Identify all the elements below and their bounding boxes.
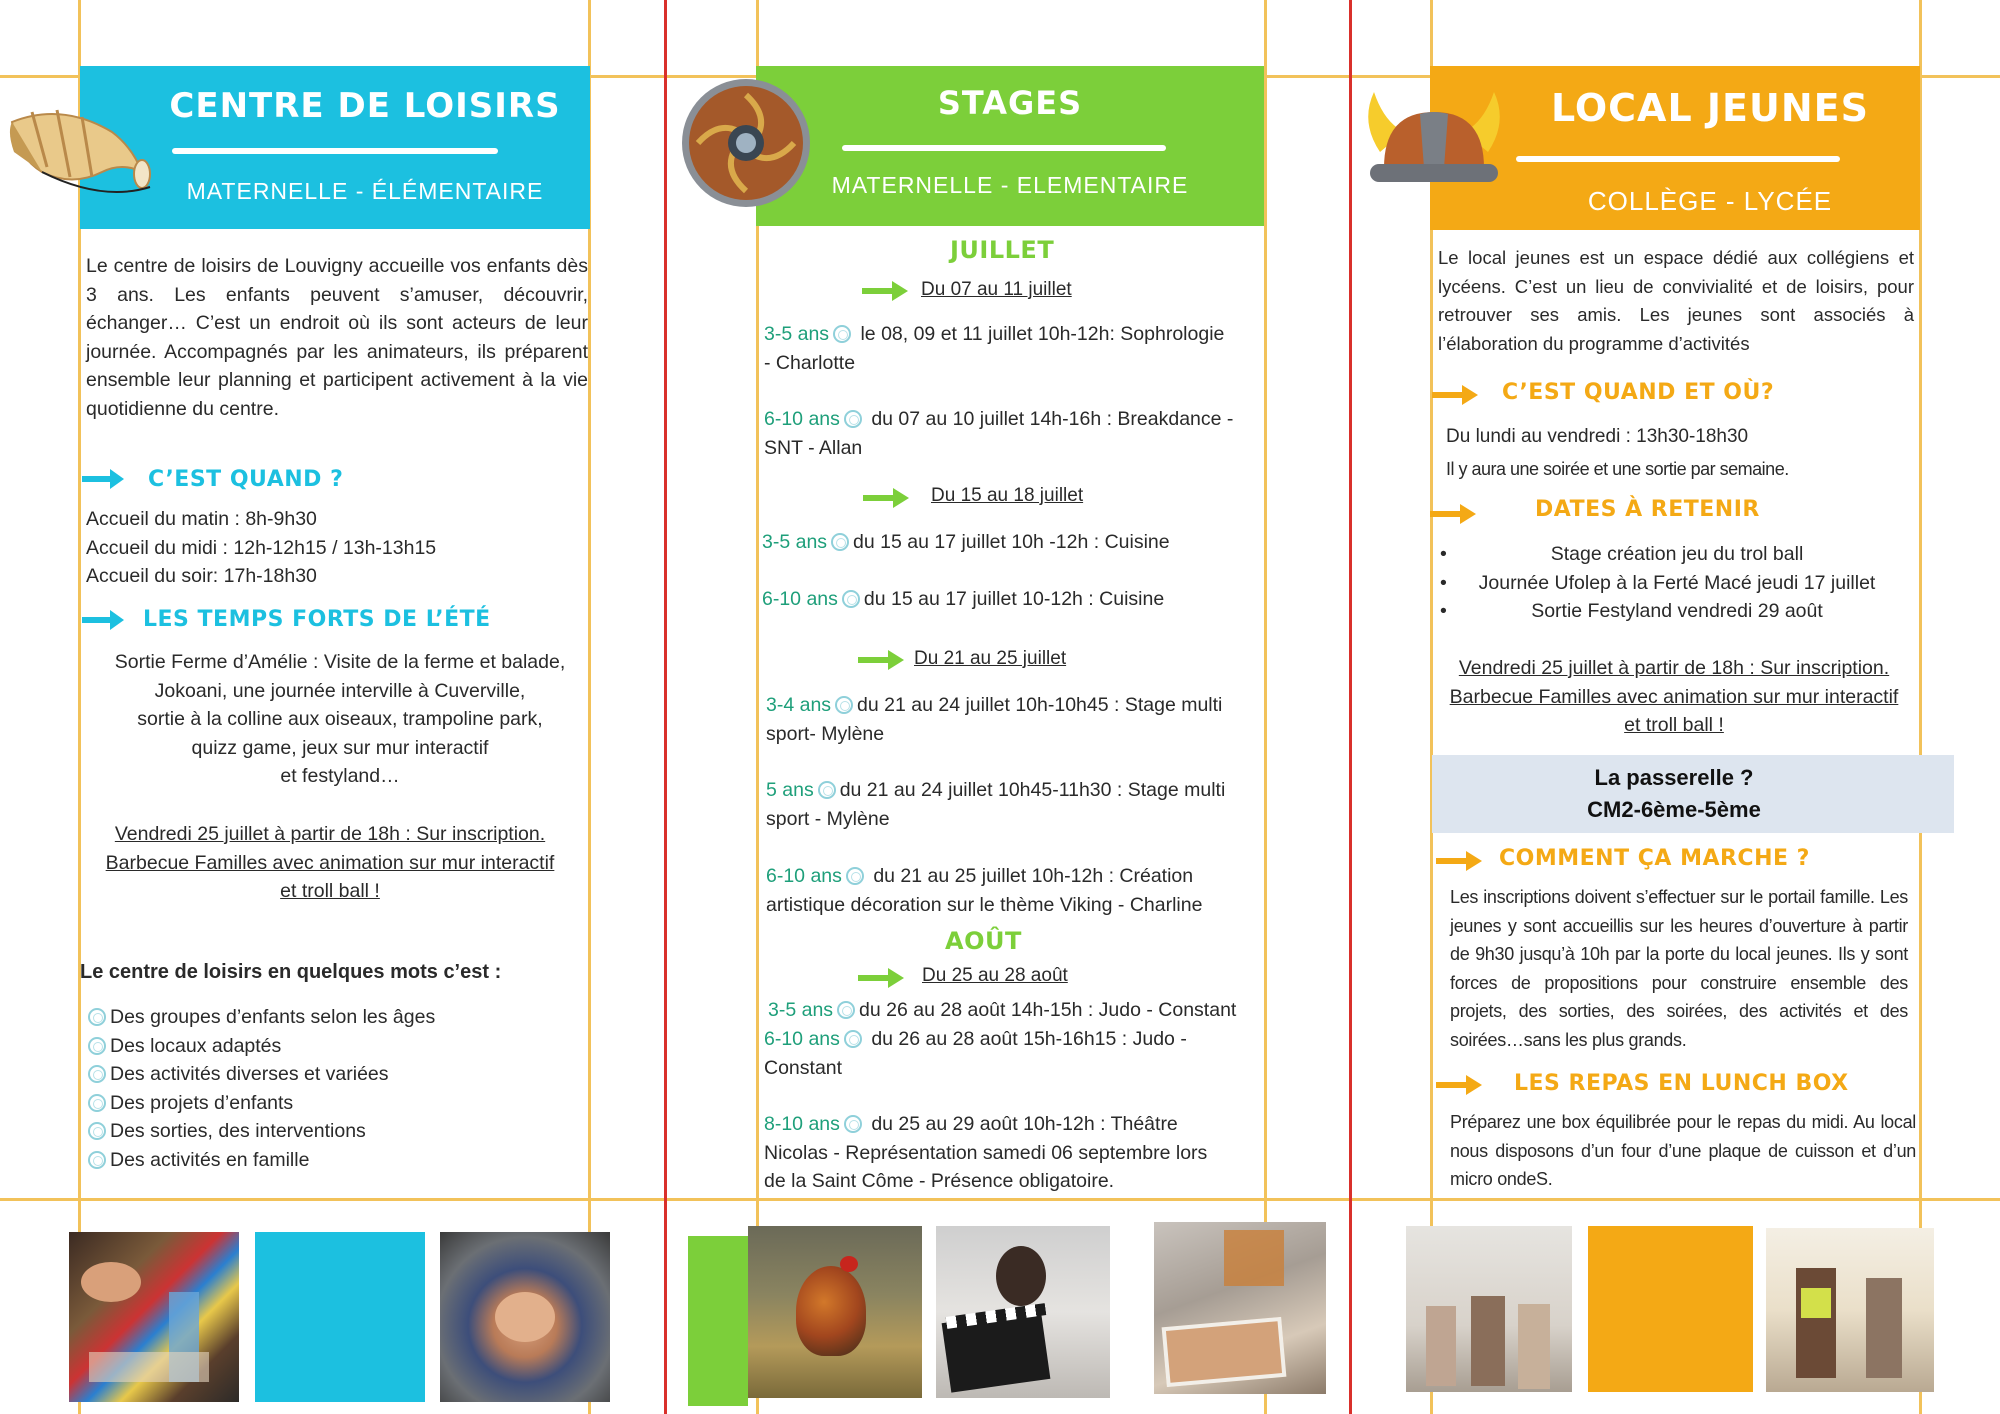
stages-week-4: Du 25 au 28 août [922,965,1068,986]
photo-clapperboard [936,1226,1110,1398]
arrow-right-icon [862,279,908,303]
local-subtitle: COLLÈGE - LYCÉE [1587,186,1833,216]
arrow-right-icon [858,966,904,990]
stages-header [756,66,1264,226]
arrow-right-icon [82,467,124,491]
centre-highlights-title: LES TEMPS FORTS DE L’ÉTÉ [143,607,491,632]
stages-month-august: AOÛT [945,927,1022,955]
photo-rooster [748,1226,922,1398]
stages-subtitle: MATERNELLE - ELEMENTAIRE [831,172,1189,198]
stage-item: 5 ans du 21 au 24 juillet 10h45-11h30 : Stage multi sport - Mylène [766,779,1226,830]
stage-item: 6-10 ans du 21 au 25 juillet 10h-12h : Création artistique décoration sur le thème Viking - Charline [766,865,1203,916]
stage-item: 8-10 ans du 25 au 29 août 10h-12h : Théâtre Nicolas - Représentation samedi 06 septembre lors de la Saint Côme - Présence obligatoire. [764,1113,1208,1192]
fold-line [1349,0,1352,1414]
arrow-right-icon [1436,1073,1482,1097]
centre-when-title: C’EST QUAND ? [148,467,344,492]
arrow-right-icon [858,648,904,672]
photo-painting-children [69,1232,239,1402]
green-block [688,1236,748,1406]
stage-item: 3-5 ans du 26 au 28 août 14h-15h : Judo - Constant [768,999,1237,1021]
stages-week-1: Du 07 au 11 juillet [921,279,1072,300]
arrow-right-icon [863,486,909,510]
local-dates-title: DATES À RETENIR [1535,497,1760,522]
local-event: Vendredi 25 juillet à partir de 18h : Sur inscription. Barbecue Familles avec animation sur mur interactif et troll ball ! [1449,657,1899,736]
local-when-title: C’EST QUAND ET OÙ? [1502,380,1775,405]
stage-item: 6-10 ans du 15 au 17 juillet 10-12h : Cuisine [762,588,1165,610]
stage-item: 3-4 ans du 21 au 24 juillet 10h-10h45 : Stage multi sport- Mylène [766,694,1223,745]
photo-dancers-raising-hands [1406,1226,1572,1392]
centre-highlights: Sortie Ferme d’Amélie : Visite de la ferme et balade, Jokoani, une journée interville à Cuverville, sortie à la colline aux oiseaux, trampoline park, quizz game, jeux sur mur interactif et festyland… [114,651,566,787]
centre-intro: Le centre de loisirs de Louvigny accueille vos enfants dès 3 ans. Les enfants peuvent s’amuser, découvrir, échanger… C’est un endroit où ils sont acteurs de leur journée. Accompagnés par les animateurs, ils préparent ensemble leur planning et participent activement à la vie quotidienne du centre. [86,255,588,420]
centre-words-title: Le centre de loisirs en quelques mots c’est : [80,961,502,983]
blue-block [255,1232,425,1402]
list-item: Des locaux adaptés [84,1032,584,1061]
list-item: Des activités diverses et variées [84,1060,584,1089]
centre-title: CENTRE DE LOISIRS [169,86,561,126]
arrow-right-icon [1432,383,1478,407]
photo-hands-together [440,1232,610,1402]
local-dates-list [1440,540,1914,626]
shield-icon [678,75,814,211]
photo-screen-printing [1154,1222,1326,1394]
centre-event: Vendredi 25 juillet à partir de 18h : Sur inscription. Barbecue Familles avec animation sur mur interactif et troll ball ! [105,823,555,902]
local-intro: Le local jeunes est un espace dédié aux collégiens et lycéens. C’est un lieu de convivialité et de loisirs, pour retrouver ses amis. Les jeunes sont associés à l’élaboration du programme d’activités [1438,247,1914,354]
guide-line [1264,0,1267,1414]
arrow-right-icon [1430,502,1476,526]
stages-title: STAGES [937,84,1083,122]
stage-item: 3-5 ans du 15 au 17 juillet 10h -12h : Cuisine [762,531,1170,553]
arrow-right-icon [1436,849,1482,873]
list-item: Des activités en famille [84,1146,584,1175]
horn-icon [2,92,158,202]
stage-item: 6-10 ans du 07 au 10 juillet 14h-16h : Breakdance - SNT - Allan [764,408,1234,459]
list-item: Des projets d’enfants [84,1089,584,1118]
list-item: • Stage création jeu du trol ball [1440,543,1804,565]
guide-line-bottom [0,1198,2000,1201]
viking-helmet-icon [1360,82,1508,208]
local-when-list: Du lundi au vendredi : 13h30-18h30 Il y aura une soirée et une sortie par semaine. [1446,426,1789,479]
photo-fitness-group [1766,1228,1934,1392]
centre-words-list [84,1003,584,1174]
passerelle-text: La passerelle ? CM2-6ème-5ème [1587,765,1761,822]
list-item: • Journée Ufolep à la Ferté Macé jeudi 17 juillet [1440,571,1876,594]
list-item: Des groupes d’enfants selon les âges [84,1003,584,1032]
centre-subtitle: MATERNELLE - ÉLÉMENTAIRE [186,178,544,204]
list-item: • Sortie Festyland vendredi 29 août [1440,600,1823,622]
stage-item: 3-5 ans le 08, 09 et 11 juillet 10h-12h: Sophrologie - Charlotte [764,323,1225,374]
list-item: Des sorties, des interventions [84,1117,584,1146]
stage-item: 6-10 ans du 26 au 28 août 15h-16h15 : Judo - Constant [764,1028,1187,1079]
stages-week-3: Du 21 au 25 juillet [914,648,1067,669]
local-how: Les inscriptions doivent s’effectuer sur le portail famille. Les jeunes y sont accueillis sur les heures d’ouverture à partir de 9h30 jusqu’à 10h par la porte du local jeunes. Ils y sont forces de propositions pour construire ensemble des projets, des sorties, des soirées, des activités et des soirées…sans les plus grands. [1450,887,1908,1050]
local-title: LOCAL JEUNES [1551,86,1869,130]
arrow-right-icon [82,608,124,632]
stages-month-july: JUILLET [950,236,1055,264]
local-lunch: Préparez une box équilibrée pour le repas du midi. Au local nous disposons d’un four d’une plaque de cuisson et d’un micro ondeS. [1450,1112,1916,1189]
local-lunch-title: LES REPAS EN LUNCH BOX [1514,1071,1849,1096]
fold-line [664,0,667,1414]
stages-week-2: Du 15 au 18 juillet [931,485,1084,506]
centre-when-list: Accueil du matin : 8h-9h30 Accueil du midi : 12h-12h15 / 13h-13h15 Accueil du soir: 17h-18h30 [86,508,437,587]
local-how-title: COMMENT ÇA MARCHE ? [1499,846,1810,871]
orange-block [1588,1226,1753,1392]
